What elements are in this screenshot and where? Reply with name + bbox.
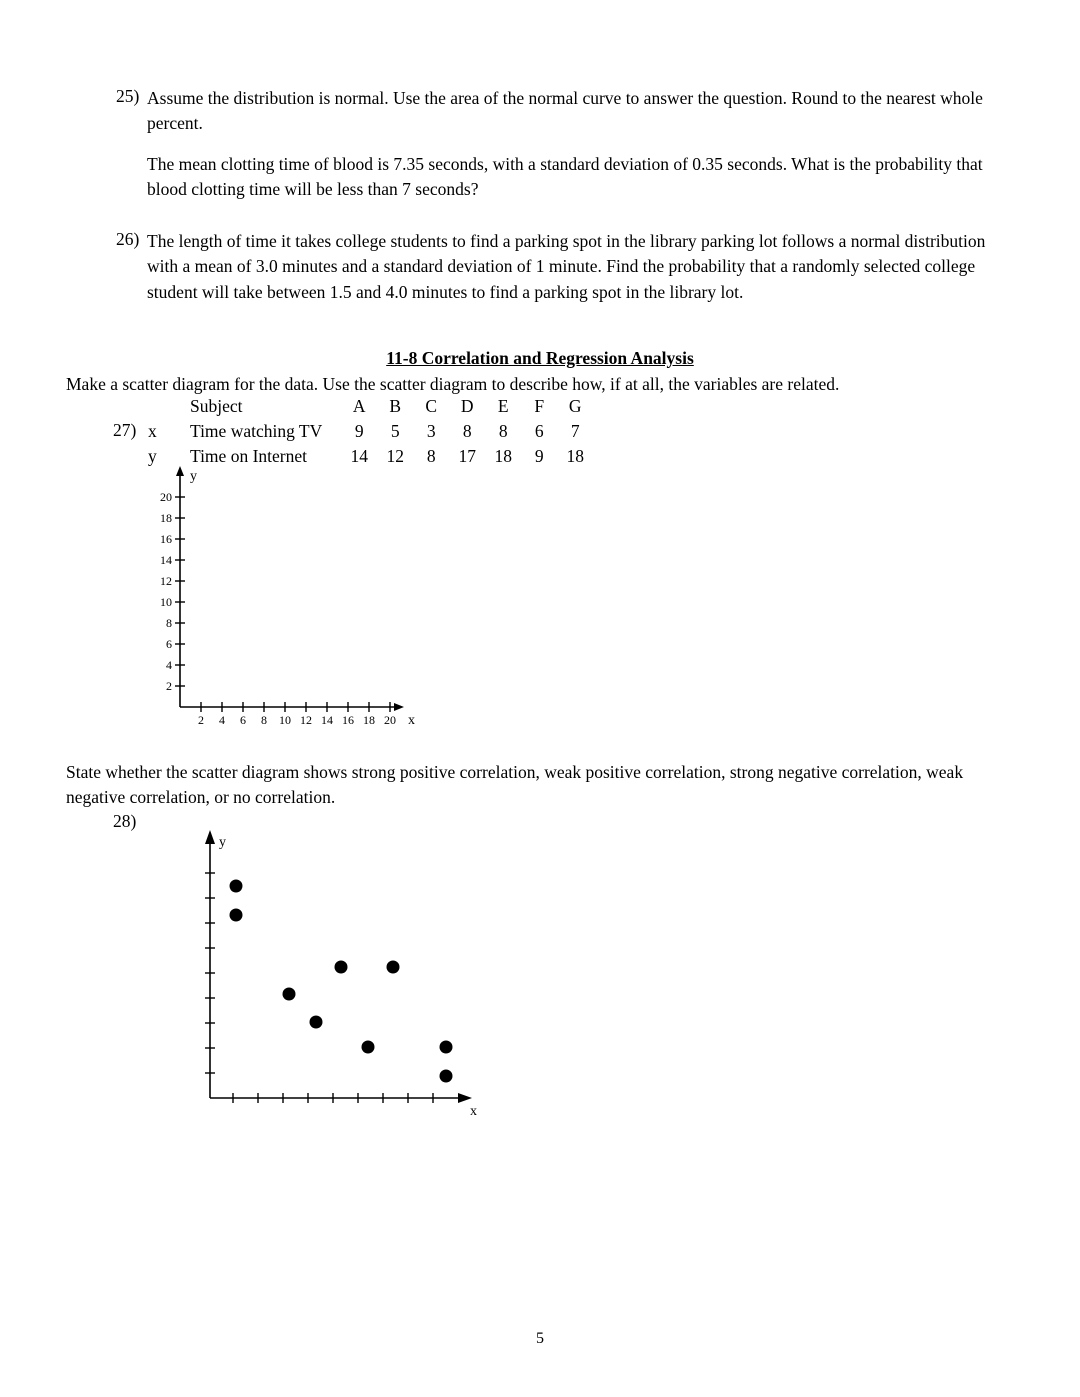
- svg-text:14: 14: [321, 713, 333, 727]
- data-point: [440, 1070, 453, 1083]
- data-point: [230, 909, 243, 922]
- data-points: [230, 880, 453, 1083]
- row-x-value-3: 8: [462, 421, 472, 441]
- data-point: [335, 961, 348, 974]
- subject-c: C: [425, 396, 438, 416]
- subject-f: F: [534, 396, 545, 416]
- svg-text:6: 6: [166, 637, 172, 651]
- svg-text:2: 2: [166, 679, 172, 693]
- x-axis-arrow: [458, 1093, 472, 1103]
- question-28-instruction: State whether the scatter diagram shows strong positive correlation, weak positive correlation, strong negative correlation, weak negative correlation, or no correlation.: [66, 762, 964, 808]
- subject-g: G: [568, 396, 582, 416]
- svg-text:12: 12: [300, 713, 312, 727]
- row-y-label: Time on Internet: [190, 446, 307, 466]
- section-instruction: Make a scatter diagram for the data. Use the scatter diagram to describe how, if at all, the variables are related.: [66, 374, 840, 394]
- subject-e: E: [497, 396, 509, 416]
- row-x-value-4: 8: [498, 421, 508, 441]
- y-axis-arrow: [205, 830, 215, 844]
- subject-b: B: [389, 396, 402, 416]
- svg-text:2: 2: [198, 713, 204, 727]
- svg-text:16: 16: [160, 532, 172, 546]
- row-y-value-3: 17: [458, 446, 476, 466]
- data-table-27: [146, 394, 594, 471]
- scatter-28-svg: [185, 820, 505, 1120]
- svg-text:20: 20: [160, 490, 172, 504]
- row-x-var: x: [148, 421, 157, 441]
- table-subject-header: Subject: [190, 396, 243, 416]
- row-x-value-5: 6: [534, 421, 544, 441]
- question-26-text: The length of time it takes college students to find a parking spot in the library parking lot follows a normal distribution with a mean of 3.0 minutes and a standard deviation of 1 minute. Find the probability that a randomly selected college student will take between 1.5 and 4.0 minutes to find a parking spot in the library lot.: [147, 231, 986, 302]
- data-point: [283, 988, 296, 1001]
- svg-text:10: 10: [279, 713, 291, 727]
- svg-text:6: 6: [240, 713, 246, 727]
- question-25-text: Assume the distribution is normal. Use the area of the normal curve to answer the question. Round to the nearest whole percent.: [147, 88, 983, 134]
- row-y-value-2: 8: [426, 446, 436, 466]
- scatter-27-svg: [140, 462, 440, 728]
- data-point: [310, 1016, 323, 1029]
- svg-text:4: 4: [166, 658, 172, 672]
- x-axis-label: x: [408, 713, 415, 728]
- svg-text:4: 4: [219, 713, 225, 727]
- svg-text:20: 20: [384, 713, 396, 727]
- row-x-value-2: 3: [426, 421, 436, 441]
- svg-text:8: 8: [166, 616, 172, 630]
- svg-text:18: 18: [160, 511, 172, 525]
- svg-text:18: 18: [363, 713, 375, 727]
- scatter-diagram-27: [140, 462, 440, 728]
- row-x-value-6: 7: [570, 421, 580, 441]
- y-axis-label: y: [219, 835, 226, 850]
- data-point: [230, 880, 243, 893]
- y-tick-labels: [160, 490, 172, 693]
- question-25-number: 25): [116, 86, 140, 106]
- scatter-diagram-28: [185, 820, 505, 1120]
- svg-text:8: 8: [261, 713, 267, 727]
- row-y-var: y: [148, 446, 157, 466]
- svg-text:10: 10: [160, 595, 172, 609]
- question-26-number: 26): [116, 229, 140, 249]
- subject-d: D: [460, 396, 474, 416]
- row-y-value-0: 14: [350, 446, 368, 466]
- row-x-label: Time watching TV: [190, 421, 323, 441]
- page-number: 5: [536, 1330, 544, 1347]
- table-var-header: [148, 396, 188, 419]
- row-y-value-5: 9: [534, 446, 544, 466]
- x-axis-label: x: [470, 1104, 477, 1119]
- question-27-number: 27): [113, 420, 137, 440]
- row-x-value-1: 5: [390, 421, 400, 441]
- subject-a: A: [352, 396, 366, 416]
- data-point: [440, 1041, 453, 1054]
- question-25-text-2: The mean clotting time of blood is 7.35 seconds, with a standard deviation of 0.35 seconds. What is the probability that blood clotting time will be less than 7 seconds?: [147, 154, 983, 200]
- data-point: [387, 961, 400, 974]
- row-x-value-0: 9: [354, 421, 364, 441]
- svg-text:14: 14: [160, 553, 172, 567]
- row-y-value-1: 12: [386, 446, 404, 466]
- y-axis-label: y: [190, 469, 197, 484]
- x-tick-labels: [198, 713, 396, 727]
- question-28-number: 28): [113, 811, 137, 831]
- table-header-row: [148, 396, 592, 419]
- row-y-value-6: 18: [566, 446, 584, 466]
- data-point: [362, 1041, 375, 1054]
- x-axis-arrow: [394, 703, 404, 711]
- svg-text:16: 16: [342, 713, 354, 727]
- svg-text:12: 12: [160, 574, 172, 588]
- row-y-value-4: 18: [494, 446, 512, 466]
- table-row: [148, 421, 592, 444]
- y-axis-arrow: [176, 466, 184, 476]
- section-title: 11-8 Correlation and Regression Analysis: [386, 348, 694, 368]
